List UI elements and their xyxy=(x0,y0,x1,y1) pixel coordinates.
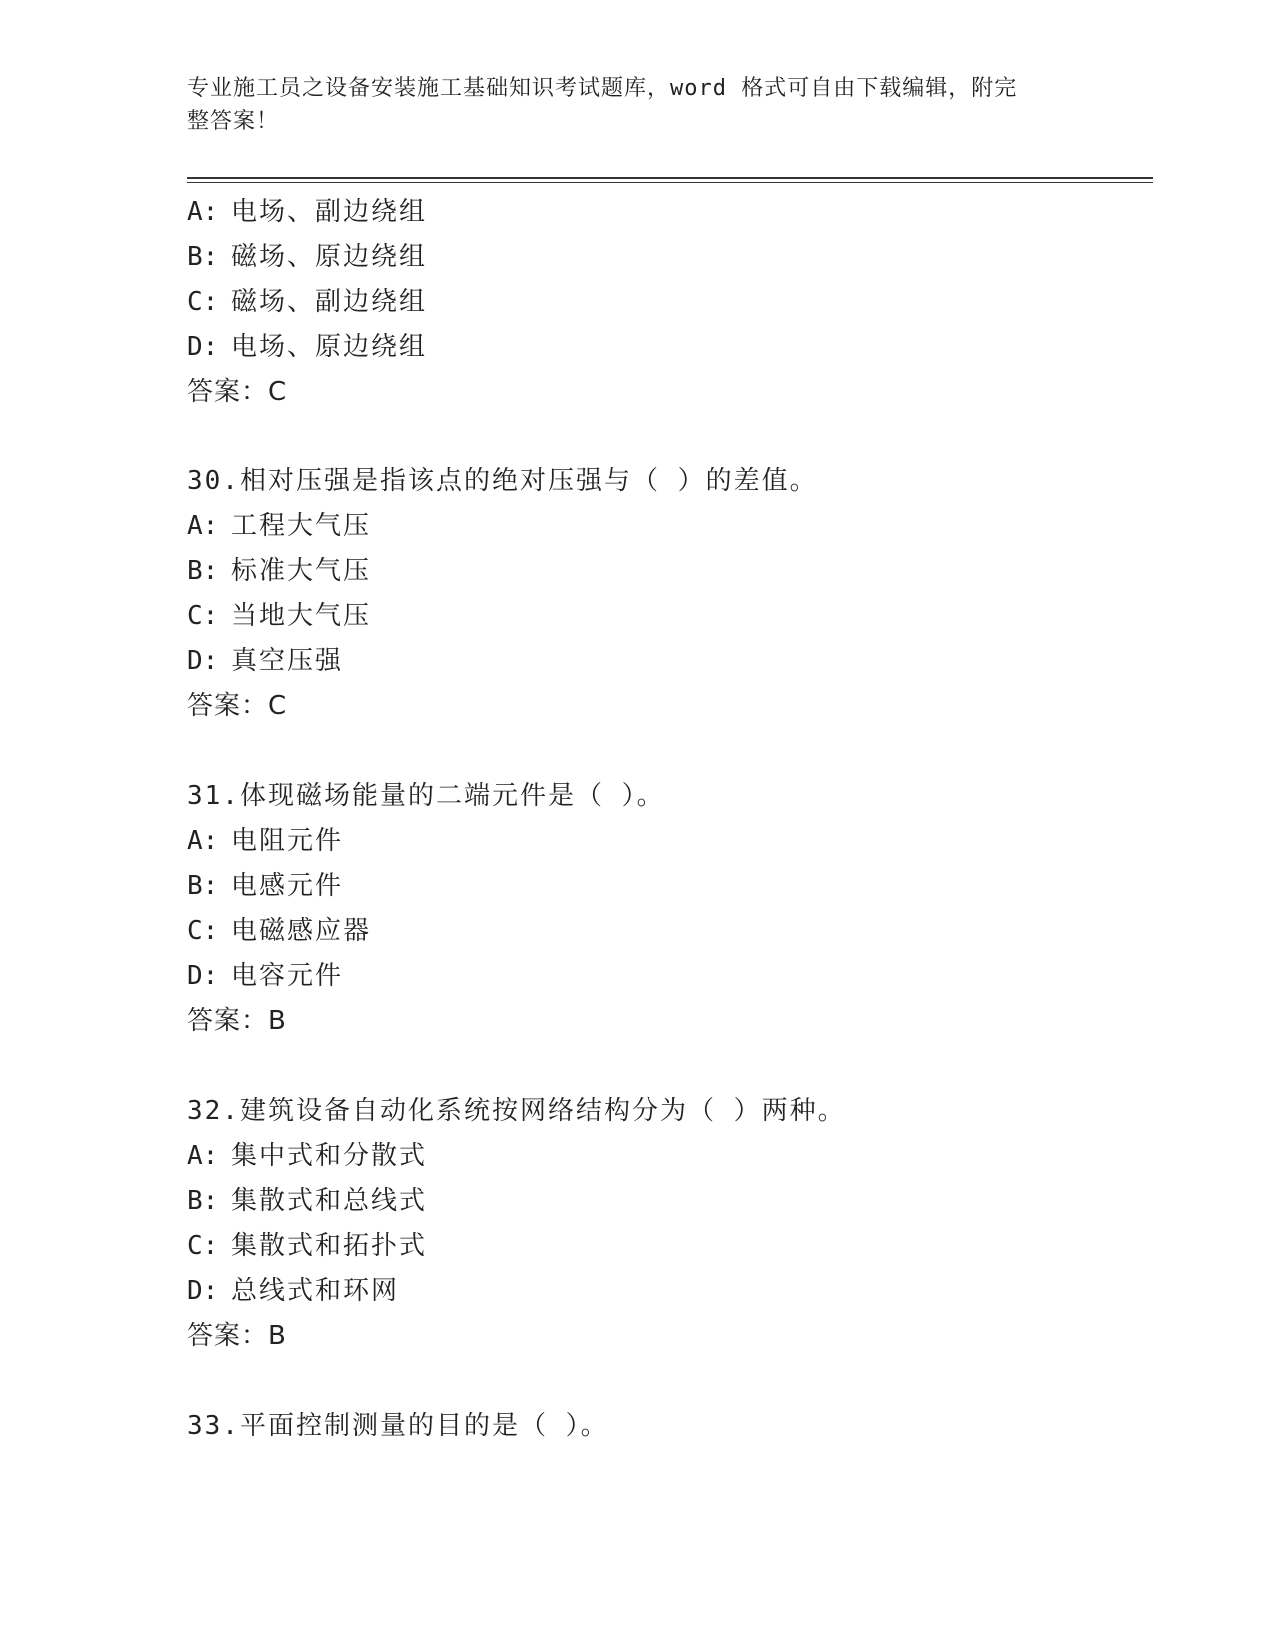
option-text: 总线式和环网 xyxy=(231,1276,400,1306)
q29-answer: 答案：C xyxy=(187,377,288,407)
option-letter: A: xyxy=(187,197,219,227)
option-letter: D: xyxy=(187,646,219,676)
q29-option-c xyxy=(187,286,427,318)
option-letter: C: xyxy=(187,287,219,317)
option-letter: B: xyxy=(187,1186,219,1216)
header-line-1: 专业施工员之设备安装施工基础知识考试题库，word 格式可自由下载编辑，附完 xyxy=(187,76,1018,101)
option-text: 真空压强 xyxy=(231,646,344,676)
q32-question: 32.建筑设备自动化系统按网络结构分为（ ）两种。 xyxy=(187,1096,846,1126)
header-line-2: 整答案！ xyxy=(187,109,280,134)
option-text: 电容元件 xyxy=(231,961,344,991)
option-letter: C: xyxy=(187,601,219,631)
header-divider-thin xyxy=(187,182,1153,183)
option-letter: A: xyxy=(187,826,219,856)
q32-option-d xyxy=(187,1275,399,1307)
q32-answer: 答案：B xyxy=(187,1321,287,1351)
option-text: 集散式和拓扑式 xyxy=(231,1231,428,1261)
option-text: 电场、副边绕组 xyxy=(231,197,428,227)
option-text: 电阻元件 xyxy=(231,826,344,856)
q30-option-d xyxy=(187,645,343,677)
option-text: 电感元件 xyxy=(231,871,344,901)
q30-answer: 答案：C xyxy=(187,691,288,721)
q32-option-a xyxy=(187,1140,427,1172)
q29-option-d xyxy=(187,331,427,363)
q31-option-b xyxy=(187,870,343,902)
q30-option-b xyxy=(187,555,371,587)
option-text: 磁场、副边绕组 xyxy=(231,287,428,317)
option-letter: D: xyxy=(187,961,219,991)
header-divider-thick xyxy=(187,177,1153,179)
q29-option-a xyxy=(187,196,427,228)
option-letter: B: xyxy=(187,556,219,586)
q32-option-c xyxy=(187,1230,427,1262)
q30-option-a xyxy=(187,510,371,542)
option-text: 电磁感应器 xyxy=(231,916,372,946)
option-text: 集中式和分散式 xyxy=(231,1141,428,1171)
q30-option-c xyxy=(187,600,371,632)
option-text: 磁场、原边绕组 xyxy=(231,242,428,272)
q33-question: 33.平面控制测量的目的是（ ）。 xyxy=(187,1411,609,1441)
option-text: 电场、原边绕组 xyxy=(231,332,428,362)
document-header xyxy=(187,72,1067,138)
q31-option-c xyxy=(187,915,371,947)
option-letter: D: xyxy=(187,1276,219,1306)
q29-option-b xyxy=(187,241,427,273)
option-letter: C: xyxy=(187,1231,219,1261)
option-letter: B: xyxy=(187,871,219,901)
q31-question: 31.体现磁场能量的二端元件是（ ）。 xyxy=(187,781,665,811)
option-letter: C: xyxy=(187,916,219,946)
option-letter: B: xyxy=(187,242,219,272)
q31-option-d xyxy=(187,960,343,992)
option-letter: D: xyxy=(187,332,219,362)
option-text: 工程大气压 xyxy=(231,511,372,541)
option-text: 集散式和总线式 xyxy=(231,1186,428,1216)
option-letter: A: xyxy=(187,511,219,541)
q32-option-b xyxy=(187,1185,427,1217)
q30-question: 30.相对压强是指该点的绝对压强与（ ）的差值。 xyxy=(187,466,818,496)
q31-option-a xyxy=(187,825,343,857)
q31-answer: 答案：B xyxy=(187,1006,287,1036)
option-text: 当地大气压 xyxy=(231,601,372,631)
option-text: 标准大气压 xyxy=(231,556,372,586)
option-letter: A: xyxy=(187,1141,219,1171)
